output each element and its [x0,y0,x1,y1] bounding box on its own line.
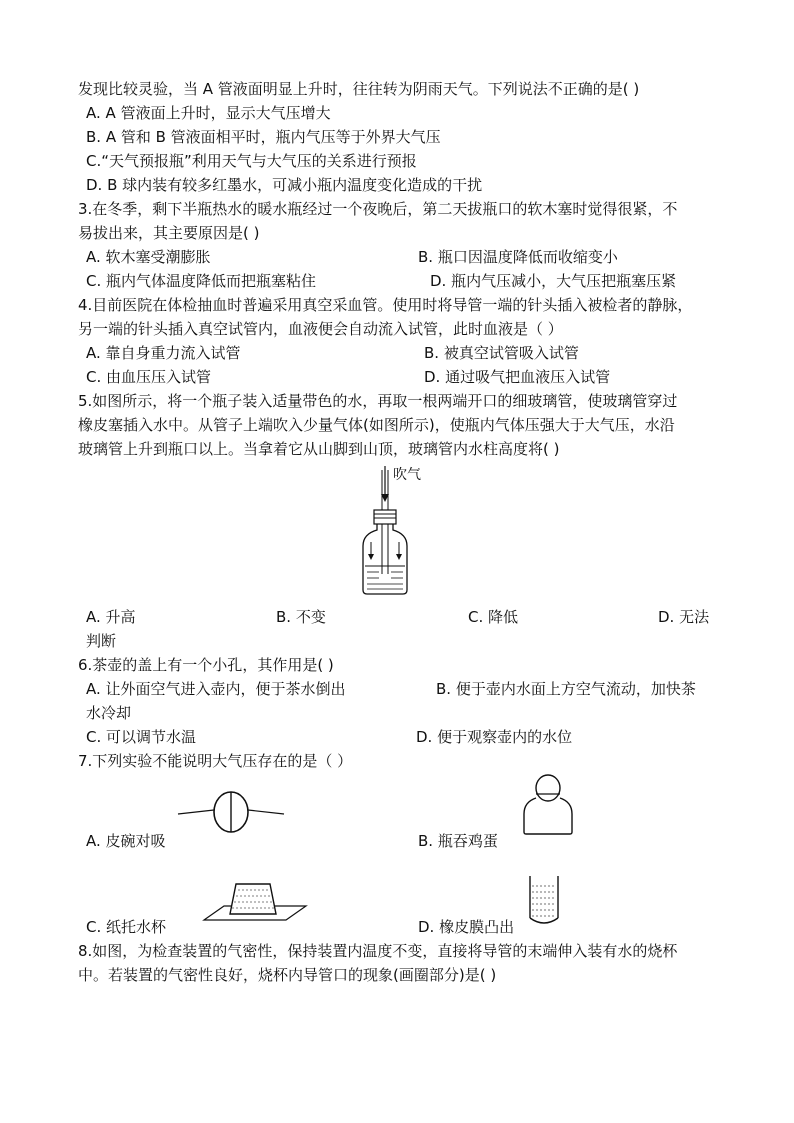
q6-option-d: D. 便于观察壶内的水位 [416,728,573,746]
q4-option-b: B. 被真空试管吸入试管 [424,344,579,362]
q3-option-a: A. 软木塞受潮膨胀 [86,248,211,266]
q6-option-b: B. 便于壶内水面上方空气流动，加快茶 [436,680,696,698]
q5-option-c: C. 降低 [468,608,519,626]
q5-option-a: A. 升高 [86,608,136,626]
q3-option-d: D. 瓶内气压减小，大气压把瓶塞压紧 [430,272,677,290]
q4-stem-line2: 另一端的针头插入真空试管内，血液便会自动流入试管，此时血液是（ ） [78,320,563,338]
q2-option-c: C.“天气预报瓶”利用天气与大气压的关系进行预报 [86,152,417,170]
q8-stem-line1: 8.如图，为检查装置的气密性，保持装置内温度不变，直接将导管的末端伸入装有水的烧杯 [78,942,678,960]
q7-membrane-figure [524,872,564,928]
q6-option-b-wrap: 水冷却 [86,704,132,722]
q8-stem-line2: 中。若装置的气密性良好，烧杯内导管口的现象(画圈部分)是( ) [78,966,497,984]
q5-stem-line3: 玻璃管上升到瓶口以上。当拿着它从山脚到山顶，玻璃管内水柱高度将( ) [78,440,560,458]
q2-stem: 发现比较灵验，当 A 管液面明显上升时，往往转为阴雨天气。下列说法不正确的是( ) [78,80,640,98]
q7-option-b: B. 瓶吞鸡蛋 [418,832,498,850]
q7-stem: 7.下列实验不能说明大气压存在的是（ ） [78,752,353,770]
q4-option-c: C. 由血压压入试管 [86,368,212,386]
q5-figure-label: 吹气 [393,467,421,483]
q2-option-a: A. A 管液面上升时，显示大气压增大 [86,104,331,122]
q4-stem-line1: 4.目前医院在体检抽血时普遍采用真空采血管。使用时将导管一端的针头插入被检者的静脉， [78,296,693,314]
q7-bottle-egg-figure [520,772,576,836]
q2-option-b: B. A 管和 B 管液面相平时，瓶内气压等于外界大气压 [86,128,441,146]
q6-stem: 6.茶壶的盖上有一个小孔，其作用是( ) [78,656,334,674]
q2-option-d: D. B 球内装有较多红墨水，可减小瓶内温度变化造成的干扰 [86,176,483,194]
q7-option-c: C. 纸托水杯 [86,918,167,936]
q7-option-d: D. 橡皮膜凸出 [418,918,515,936]
q5-option-d-wrap: 判断 [86,632,117,650]
q5-option-d: D. 无法 [658,608,710,626]
q6-option-c: C. 可以调节水温 [86,728,197,746]
q3-stem-line2: 易拔出来，其主要原因是( ) [78,224,260,242]
q7-suction-cups-figure [176,790,286,840]
q4-option-d: D. 通过吸气把血液压入试管 [424,368,611,386]
q7-option-a: A. 皮碗对吸 [86,832,166,850]
q7-paper-cup-figure [200,878,310,926]
q5-stem-line2: 橡皮塞插入水中。从管子上端吹入少量气体(如图所示)，使瓶内气体压强大于大气压，水沿 [78,416,675,434]
q3-stem-line1: 3.在冬季，剩下半瓶热水的暖水瓶经过一个夜晚后，第二天拔瓶口的软木塞时觉得很紧，不 [78,200,678,218]
q4-option-a: A. 靠自身重力流入试管 [86,344,241,362]
q5-option-b: B. 不变 [276,608,326,626]
q6-option-a: A. 让外面空气进入壶内，便于茶水倒出 [86,680,346,698]
q5-stem-line1: 5.如图所示，将一个瓶子装入适量带色的水，再取一根两端开口的细玻璃管，使玻璃管穿过 [78,392,678,410]
q3-option-b: B. 瓶口因温度降低而收缩变小 [418,248,618,266]
q3-option-c: C. 瓶内气体温度降低而把瓶塞粘住 [86,272,317,290]
